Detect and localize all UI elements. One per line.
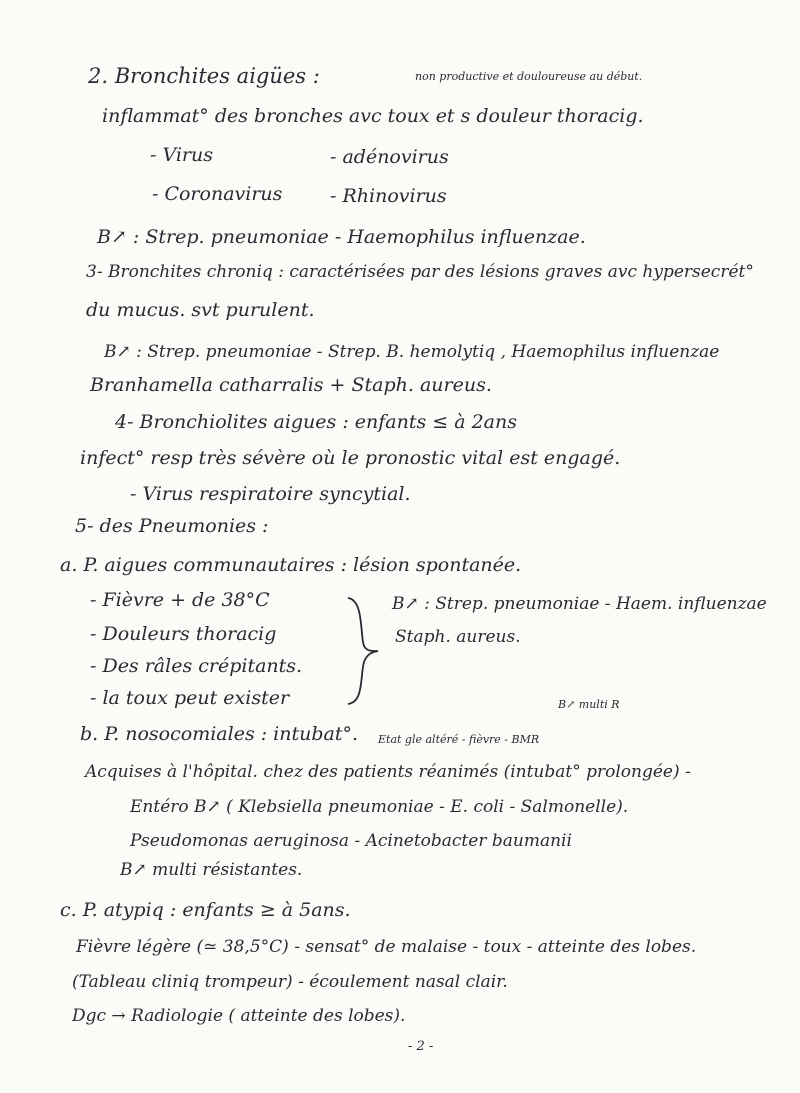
bacteria-line: B↗ : Strep. pneumoniae - Haemophilus influenzae. (97, 226, 586, 248)
agent-item: - Virus (150, 144, 213, 166)
bacteria-line: Staph. aureus. (395, 627, 521, 647)
agent-item: - Coronavirus (152, 183, 283, 205)
description-line: (Tableau cliniq trompeur) - écoulement nasal clair. (72, 972, 508, 992)
description-line: Dgc → Radiologie ( atteinte des lobes). (72, 1006, 406, 1026)
section-pneumonies-title: 5- des Pneumonies : (75, 515, 269, 537)
symptom-item: - Des râles crépitants. (90, 655, 303, 677)
subsection-c-title: c. P. atypiq : enfants ≥ à 5ans. (60, 899, 351, 921)
bacteria-line: B↗ multi résistantes. (120, 860, 303, 880)
bacteria-line: Pseudomonas aeruginosa - Acinetobacter baumanii (130, 831, 572, 851)
subsection-b-title: b. P. nosocomiales : intubat°. (80, 723, 359, 745)
section-continuation: du mucus. svt purulent. (86, 299, 315, 321)
section-bronchites-chroniques-title: 3- Bronchites chroniq : caractérisées par des lésions graves avc hypersecrét° (86, 262, 754, 282)
agent-item: - adénovirus (330, 146, 449, 168)
bacteria-line: Entéro B↗ ( Klebsiella pneumoniae - E. coli - Salmonelle). (130, 797, 629, 817)
inline-note: Etat gle altéré - fièvre - BMR (378, 733, 540, 746)
side-note: non productive et douloureuse au début. (415, 70, 643, 83)
agent-item: - Virus respiratoire syncytial. (130, 483, 411, 505)
page-number: - 2 - (408, 1039, 434, 1054)
curly-brace-icon (342, 596, 382, 706)
bacteria-line: B↗ : Strep. pneumoniae - Haem. influenzae (392, 594, 767, 614)
symptom-item: - Fièvre + de 38°C (90, 589, 270, 611)
agent-item: - Rhinovirus (330, 185, 447, 207)
definition-line: inflammat° des bronches avc toux et s douleur thoracig. (102, 105, 644, 127)
description-line: Acquises à l'hôpital. chez des patients réanimés (intubat° prolongée) - (85, 762, 691, 782)
definition-line: infect° resp très sévère où le pronostic vital est engagé. (80, 447, 621, 469)
section-bronchites-aigues-title: 2. Bronchites aigües : (88, 64, 320, 88)
annotation-note: B↗ multi R (558, 698, 620, 711)
symptom-item: - Douleurs thoracig (90, 623, 277, 645)
bacteria-line: Branhamella catharralis + Staph. aureus. (90, 374, 492, 396)
section-bronchiolites-title: 4- Bronchiolites aigues : enfants ≤ à 2ans (115, 411, 517, 433)
description-line: Fièvre légère (≃ 38,5°C) - sensat° de malaise - toux - atteinte des lobes. (76, 937, 697, 957)
subsection-a-title: a. P. aigues communautaires : lésion spontanée. (60, 554, 522, 576)
symptom-item: - la toux peut exister (90, 687, 290, 709)
bacteria-line: B↗ : Strep. pneumoniae - Strep. B. hemolytiq , Haemophilus influenzae (104, 342, 720, 362)
